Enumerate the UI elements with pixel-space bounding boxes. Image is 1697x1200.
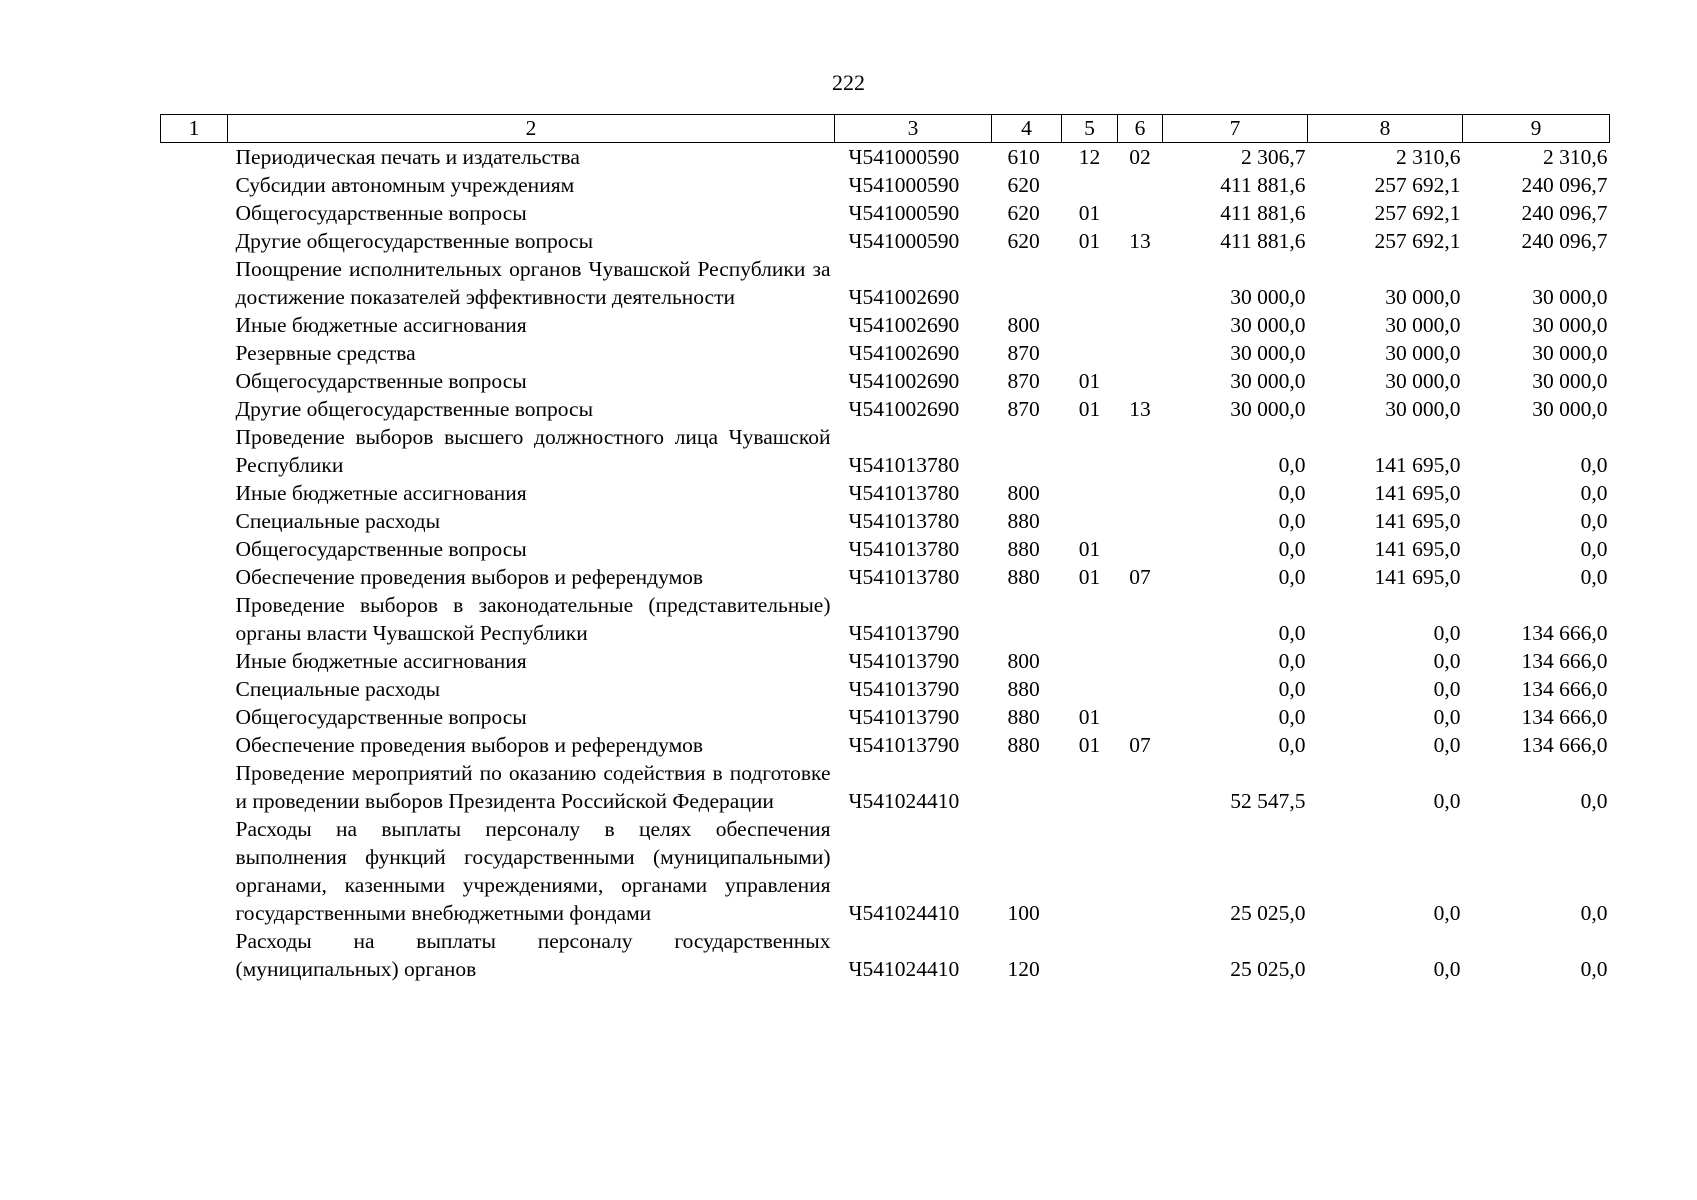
- amount-col-7: 0,0: [1278, 453, 1306, 477]
- number-cell: [161, 171, 228, 199]
- row-name: Проведение выборов высшего должностного лица Чувашской Республики: [235, 425, 831, 477]
- amount-col-8: 30 000,0: [1385, 285, 1461, 309]
- target-article-code: Ч541002690: [848, 397, 960, 421]
- subsection-code: 13: [1129, 229, 1151, 253]
- table-row: [161, 759, 1610, 815]
- target-article-code: Ч541013790: [848, 649, 960, 673]
- target-article-code: Ч541000590: [848, 229, 960, 253]
- section-code: [1062, 311, 1118, 339]
- expense-type-code: 620: [1007, 229, 1040, 253]
- amount-col-7: 0,0: [1278, 481, 1306, 505]
- row-name: Общегосударственные вопросы: [235, 537, 527, 561]
- section-code: 01: [1078, 397, 1101, 421]
- expense-type-code: 800: [1007, 481, 1040, 505]
- subsection-code: [1118, 535, 1163, 563]
- row-name: Проведение мероприятий по оказанию содействия в подготовке и проведении выборов Президента Российской Федерации: [235, 761, 831, 813]
- amount-col-9: 134 666,0: [1521, 621, 1608, 645]
- section-code: [1062, 479, 1118, 507]
- table-row: [161, 815, 1610, 927]
- column-header: 1: [161, 115, 228, 143]
- section-code: [1062, 255, 1118, 311]
- number-cell: [161, 927, 228, 983]
- column-header: 8: [1308, 115, 1463, 143]
- amount-col-7: 30 000,0: [1230, 313, 1306, 337]
- column-header: 4: [992, 115, 1062, 143]
- target-article-code: Ч541013780: [848, 481, 960, 505]
- amount-col-7: 0,0: [1278, 509, 1306, 533]
- amount-col-8: 30 000,0: [1385, 397, 1461, 421]
- amount-col-8: 0,0: [1433, 621, 1461, 645]
- amount-col-7: 0,0: [1278, 649, 1306, 673]
- number-cell: [161, 647, 228, 675]
- subsection-code: [1118, 171, 1163, 199]
- section-code: [1062, 927, 1118, 983]
- amount-col-8: 0,0: [1433, 733, 1461, 757]
- table-row: [161, 703, 1610, 731]
- expense-type-code: 610: [1007, 145, 1040, 169]
- expense-type-code: 100: [1007, 901, 1040, 925]
- table-row: [161, 675, 1610, 703]
- table-row: [161, 591, 1610, 647]
- amount-col-7: 30 000,0: [1230, 369, 1306, 393]
- section-code: 01: [1078, 201, 1101, 225]
- column-header: 9: [1463, 115, 1610, 143]
- expense-type-code: 880: [1007, 705, 1040, 729]
- table-row: [161, 507, 1610, 535]
- expense-type-code: 800: [1007, 313, 1040, 337]
- number-cell: [161, 479, 228, 507]
- amount-col-8: 30 000,0: [1385, 313, 1461, 337]
- row-name: Резервные средства: [235, 341, 416, 365]
- subsection-code: [1118, 703, 1163, 731]
- expense-type-code: [992, 423, 1062, 479]
- expense-type-code: 880: [1007, 537, 1040, 561]
- amount-col-8: 30 000,0: [1385, 341, 1461, 365]
- amount-col-7: 0,0: [1278, 733, 1306, 757]
- section-code: [1062, 759, 1118, 815]
- amount-col-9: 0,0: [1580, 537, 1608, 561]
- table-row: [161, 731, 1610, 759]
- target-article-code: Ч541002690: [848, 369, 960, 393]
- target-article-code: Ч541002690: [848, 285, 960, 309]
- row-name: Обеспечение проведения выборов и референдумов: [235, 565, 704, 589]
- target-article-code: Ч541024410: [848, 957, 960, 981]
- table-row: [161, 171, 1610, 199]
- column-header: 2: [228, 115, 835, 143]
- number-cell: [161, 199, 228, 227]
- amount-col-9: 30 000,0: [1532, 313, 1608, 337]
- target-article-code: Ч541000590: [848, 201, 960, 225]
- amount-col-9: 0,0: [1580, 901, 1608, 925]
- amount-col-9: 0,0: [1580, 565, 1608, 589]
- column-header: 3: [835, 115, 992, 143]
- target-article-code: Ч541013790: [848, 733, 960, 757]
- amount-col-8: 0,0: [1433, 957, 1461, 981]
- section-code: 01: [1078, 705, 1101, 729]
- expense-type-code: [992, 759, 1062, 815]
- subsection-code: [1118, 367, 1163, 395]
- section-code: [1062, 591, 1118, 647]
- amount-col-9: 0,0: [1580, 957, 1608, 981]
- subsection-code: 07: [1129, 565, 1151, 589]
- section-code: [1062, 647, 1118, 675]
- section-code: [1062, 675, 1118, 703]
- table-row: [161, 143, 1610, 172]
- table-row: [161, 227, 1610, 255]
- row-name: Общегосударственные вопросы: [235, 705, 527, 729]
- target-article-code: Ч541024410: [848, 789, 960, 813]
- expense-type-code: 880: [1007, 733, 1040, 757]
- target-article-code: Ч541013780: [848, 509, 960, 533]
- number-cell: [161, 507, 228, 535]
- expense-type-code: 120: [1007, 957, 1040, 981]
- section-code: 01: [1078, 565, 1101, 589]
- target-article-code: Ч541002690: [848, 341, 960, 365]
- row-name: Иные бюджетные ассигнования: [235, 649, 527, 673]
- section-code: [1062, 171, 1118, 199]
- row-name: Иные бюджетные ассигнования: [235, 481, 527, 505]
- target-article-code: Ч541002690: [848, 313, 960, 337]
- subsection-code: [1118, 339, 1163, 367]
- subsection-code: [1118, 311, 1163, 339]
- expense-type-code: 620: [1007, 201, 1040, 225]
- amount-col-8: 257 692,1: [1374, 201, 1461, 225]
- amount-col-7: 30 000,0: [1230, 397, 1306, 421]
- section-code: [1062, 507, 1118, 535]
- amount-col-7: 30 000,0: [1230, 341, 1306, 365]
- table-row: [161, 367, 1610, 395]
- amount-col-9: 0,0: [1580, 789, 1608, 813]
- amount-col-9: 240 096,7: [1521, 201, 1608, 225]
- amount-col-8: 0,0: [1433, 705, 1461, 729]
- row-name: Иные бюджетные ассигнования: [235, 313, 527, 337]
- amount-col-7: 25 025,0: [1230, 901, 1306, 925]
- subsection-code: 13: [1129, 397, 1151, 421]
- amount-col-9: 134 666,0: [1521, 705, 1608, 729]
- amount-col-8: 2 310,6: [1396, 145, 1461, 169]
- target-article-code: Ч541000590: [848, 173, 960, 197]
- amount-col-9: 2 310,6: [1543, 145, 1608, 169]
- amount-col-7: 0,0: [1278, 705, 1306, 729]
- row-name: Обеспечение проведения выборов и референдумов: [235, 733, 704, 757]
- amount-col-8: 30 000,0: [1385, 369, 1461, 393]
- subsection-code: [1118, 759, 1163, 815]
- expense-type-code: 870: [1007, 369, 1040, 393]
- column-header: 7: [1163, 115, 1308, 143]
- section-code: [1062, 339, 1118, 367]
- number-cell: [161, 675, 228, 703]
- target-article-code: Ч541013780: [848, 453, 960, 477]
- target-article-code: Ч541013790: [848, 705, 960, 729]
- number-cell: [161, 143, 228, 172]
- expense-type-code: 880: [1007, 677, 1040, 701]
- amount-col-7: 0,0: [1278, 677, 1306, 701]
- row-name: Субсидии автономным учреждениям: [235, 173, 575, 197]
- amount-col-9: 134 666,0: [1521, 649, 1608, 673]
- amount-col-7: 0,0: [1278, 537, 1306, 561]
- table-row: [161, 311, 1610, 339]
- amount-col-9: 0,0: [1580, 509, 1608, 533]
- amount-col-8: 257 692,1: [1374, 229, 1461, 253]
- amount-col-9: 134 666,0: [1521, 677, 1608, 701]
- row-name: Общегосударственные вопросы: [235, 201, 527, 225]
- row-name: Проведение выборов в законодательные (представительные) органы власти Чувашской Республики: [235, 593, 831, 645]
- budget-table: [160, 114, 1610, 983]
- amount-col-7: 30 000,0: [1230, 285, 1306, 309]
- amount-col-8: 0,0: [1433, 649, 1461, 673]
- amount-col-8: 141 695,0: [1374, 481, 1461, 505]
- subsection-code: [1118, 647, 1163, 675]
- amount-col-7: 411 881,6: [1220, 201, 1306, 225]
- row-name: Специальные расходы: [235, 509, 441, 533]
- number-cell: [161, 815, 228, 927]
- column-header: 6: [1118, 115, 1163, 143]
- number-cell: [161, 563, 228, 591]
- target-article-code: Ч541013780: [848, 537, 960, 561]
- amount-col-9: 30 000,0: [1532, 397, 1608, 421]
- amount-col-9: 30 000,0: [1532, 285, 1608, 309]
- table-row: [161, 647, 1610, 675]
- amount-col-9: 30 000,0: [1532, 369, 1608, 393]
- subsection-code: [1118, 199, 1163, 227]
- number-cell: [161, 255, 228, 311]
- amount-col-9: 0,0: [1580, 481, 1608, 505]
- row-name: Другие общегосударственные вопросы: [235, 397, 594, 421]
- expense-type-code: 880: [1007, 509, 1040, 533]
- row-name: Поощрение исполнительных органов Чувашской Республики за достижение показателей эффективности деятельности: [235, 257, 831, 309]
- number-cell: [161, 731, 228, 759]
- expense-type-code: 870: [1007, 341, 1040, 365]
- target-article-code: Ч541013790: [848, 677, 960, 701]
- row-name: Общегосударственные вопросы: [235, 369, 527, 393]
- table-row: [161, 395, 1610, 423]
- amount-col-8: 141 695,0: [1374, 565, 1461, 589]
- amount-col-8: 0,0: [1433, 677, 1461, 701]
- amount-col-8: 141 695,0: [1374, 537, 1461, 561]
- table-row: [161, 927, 1610, 983]
- subsection-code: [1118, 255, 1163, 311]
- section-code: 01: [1078, 229, 1101, 253]
- amount-col-9: 240 096,7: [1521, 229, 1608, 253]
- table-row: [161, 199, 1610, 227]
- subsection-code: [1118, 675, 1163, 703]
- amount-col-8: 141 695,0: [1374, 453, 1461, 477]
- amount-col-7: 411 881,6: [1220, 173, 1306, 197]
- subsection-code: [1118, 423, 1163, 479]
- amount-col-8: 0,0: [1433, 789, 1461, 813]
- subsection-code: 02: [1129, 145, 1151, 169]
- target-article-code: Ч541013780: [848, 565, 960, 589]
- header-row: [161, 115, 1610, 143]
- table-row: [161, 255, 1610, 311]
- expense-type-code: 880: [1007, 565, 1040, 589]
- amount-col-7: 25 025,0: [1230, 957, 1306, 981]
- section-code: [1062, 815, 1118, 927]
- section-code: 12: [1078, 145, 1101, 169]
- amount-col-7: 0,0: [1278, 621, 1306, 645]
- amount-col-8: 0,0: [1433, 901, 1461, 925]
- number-cell: [161, 395, 228, 423]
- section-code: 01: [1078, 537, 1101, 561]
- subsection-code: [1118, 479, 1163, 507]
- row-name: Периодическая печать и издательства: [235, 145, 580, 169]
- target-article-code: Ч541013790: [848, 621, 960, 645]
- number-cell: [161, 339, 228, 367]
- amount-col-9: 30 000,0: [1532, 341, 1608, 365]
- column-header: 5: [1062, 115, 1118, 143]
- expense-type-code: [992, 255, 1062, 311]
- table-row: [161, 479, 1610, 507]
- number-cell: [161, 703, 228, 731]
- expense-type-code: 800: [1007, 649, 1040, 673]
- subsection-code: [1118, 815, 1163, 927]
- table-row: [161, 535, 1610, 563]
- amount-col-9: 134 666,0: [1521, 733, 1608, 757]
- target-article-code: Ч541000590: [848, 145, 960, 169]
- amount-col-7: 411 881,6: [1220, 229, 1306, 253]
- page-number: 222: [832, 70, 865, 95]
- row-name: Специальные расходы: [235, 677, 441, 701]
- expense-type-code: 620: [1007, 173, 1040, 197]
- section-code: [1062, 423, 1118, 479]
- amount-col-9: 240 096,7: [1521, 173, 1608, 197]
- number-cell: [161, 535, 228, 563]
- table-row: [161, 563, 1610, 591]
- amount-col-9: 0,0: [1580, 453, 1608, 477]
- subsection-code: [1118, 507, 1163, 535]
- number-cell: [161, 591, 228, 647]
- table-body: [161, 143, 1610, 984]
- number-cell: [161, 759, 228, 815]
- amount-col-7: 52 547,5: [1230, 789, 1306, 813]
- subsection-code: 07: [1129, 733, 1151, 757]
- subsection-code: [1118, 591, 1163, 647]
- row-name: Расходы на выплаты персоналу государственных (муниципальных) органов: [235, 929, 831, 981]
- row-name: Расходы на выплаты персоналу в целях обеспечения выполнения функций государственными (муниципальными) органами, казенными учреждениями, органами управления государственными внебюджетными фондами: [235, 817, 831, 925]
- amount-col-7: 0,0: [1278, 565, 1306, 589]
- row-name: Другие общегосударственные вопросы: [235, 229, 594, 253]
- expense-type-code: 870: [1007, 397, 1040, 421]
- table-row: [161, 423, 1610, 479]
- number-cell: [161, 227, 228, 255]
- target-article-code: Ч541024410: [848, 901, 960, 925]
- amount-col-8: 141 695,0: [1374, 509, 1461, 533]
- number-cell: [161, 367, 228, 395]
- amount-col-8: 257 692,1: [1374, 173, 1461, 197]
- amount-col-7: 2 306,7: [1241, 145, 1306, 169]
- number-cell: [161, 311, 228, 339]
- section-code: 01: [1078, 733, 1101, 757]
- subsection-code: [1118, 927, 1163, 983]
- table-row: [161, 339, 1610, 367]
- expense-type-code: [992, 591, 1062, 647]
- number-cell: [161, 423, 228, 479]
- section-code: 01: [1078, 369, 1101, 393]
